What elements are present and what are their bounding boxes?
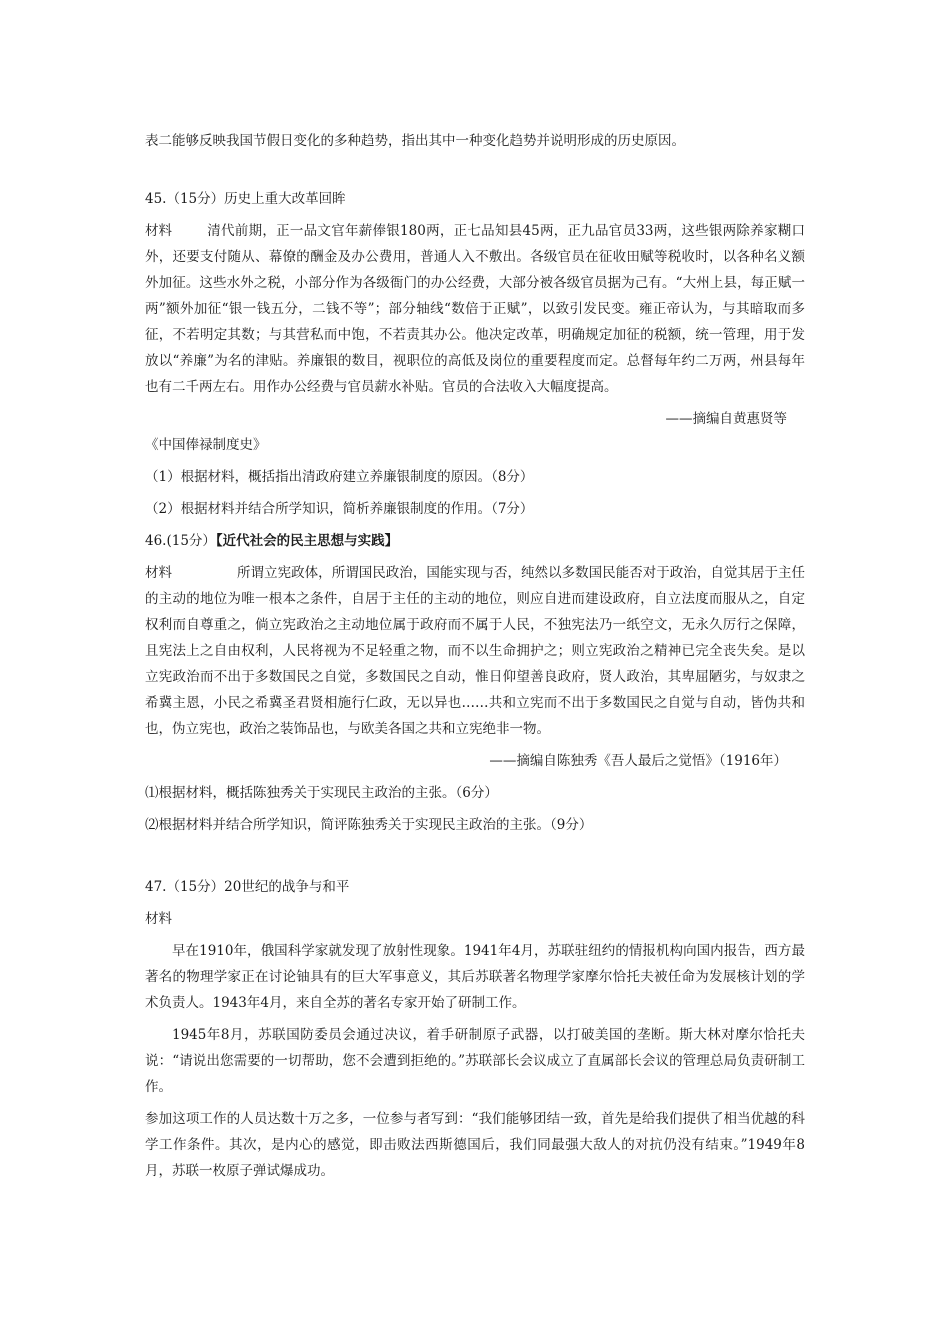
q46-material-label: 材料 xyxy=(145,565,172,581)
q46-heading-number: 46.(15分） xyxy=(145,533,216,549)
q45-material-label: 材料 xyxy=(145,223,172,239)
q46-subquestion-2: ⑵根据材料并结合所学知识，简评陈独秀关于实现民主政治的主张。（9分） xyxy=(145,817,593,833)
question-45 xyxy=(145,186,805,522)
q46-heading-title: 【近代社会的民主思想与实践】 xyxy=(215,533,399,549)
q47-paragraph-1: 早在1910年，俄国科学家就发现了放射性现象。1941年4月，苏联驻纽约的情报机构向国内报告，西方最著名的物理学家正在讨论铀具有的巨大军事意义，其后苏联著名物理学家摩尔恰托夫被任命为发展核计划的学术负责人。1943年4月，来自全苏的著名专家开始了研制工作。 xyxy=(145,943,805,1011)
q46-material-text: 所谓立宪政体，所谓国民政治，国能实现与否，纯然以多数国民能否对于政治，自觉其居于主任的主动的地位为唯一根本之条件，自居于主任的主动的地位，则应自进而建设政府，自立法度而服从之，自定权利而自尊重之，倘立宪政治之主动地位属于政府而不属于人民，不独宪法乃一纸空文，无永久厉行之保障，且宪法上之自由权利，人民将视为不足轻重之物，而不以生命拥护之；则立宪政治之精神已完全丧失矣。是以立宪政治而不出于多数国民之自觉，多数国民之自动，惟日仰望善良政府，贤人政治，其卑屈陋劣，与奴隶之希冀主恩，小民之希冀圣君贤相施行仁政，无以异也……共和立宪而不出于多数国民之自觉与自动，皆伪共和也，伪立宪也，政治之装饰品也，与欧美各国之共和立宪绝非一物。 xyxy=(145,565,805,737)
q46-heading xyxy=(145,528,805,554)
q47-paragraph-3: 参加这项工作的人员达数十万之多，一位参与者写到：“我们能够团结一致，首先是给我们提供了相当优越的科学工作条件。其次，是内心的感觉，即击败法西斯德国后，我们同最强大敌人的对抗仍没有结束。”1949年8月，苏联一枚原子弹试爆成功。 xyxy=(145,1111,805,1179)
q45-subquestion-2: （2）根据材料并结合所学知识，简析养廉银制度的作用。（7分） xyxy=(145,501,534,517)
q46-material xyxy=(145,560,805,742)
q45-subquestion-1: （1）根据材料，概括指出清政府建立养廉银制度的原因。（8分） xyxy=(145,469,534,485)
q45-source-line1: ——摘编自黄惠贤等 xyxy=(665,411,787,427)
question-46 xyxy=(145,528,805,838)
q45-material-text: 清代前期，正一品文官年薪俸银180两，正七品知县45两，正九品官员33两，这些银两除养家糊口外，还要支付随从、幕僚的酬金及办公费用，普通人入不敷出。各级官员在征收田赋等税收时，以各种名义额外加征。这些水外之税，小部分作为各级衙门的办公经费，大部分被各级官员据为己有。“大州上县，每正赋一两”额外加征“银一钱五分，二钱不等”；部分轴线“数倍于正赋”，以致引发民变。雍正帝认为，与其暗取而多征，不若明定其数；与其营私而中饱，不若责其办公。他决定改革，明确规定加征的税额，统一管理，用于发放以“养廉”为名的津贴。养廉银的数目，视职位的高低及岗位的重要程度而定。总督每年约二万两，州县每年也有二千两左右。用作办公经费与官员薪水补贴。官员的合法收入大幅度提高。 xyxy=(145,223,805,395)
q46-subquestion-1: ⑴根据材料，概括陈独秀关于实现民主政治的主张。（6分） xyxy=(145,785,498,801)
q46-source: ——摘编自陈独秀《吾人最后之觉悟》（1916年） xyxy=(489,753,787,769)
page-content xyxy=(145,128,805,1184)
q45-source-line2: 《中国俸禄制度史》 xyxy=(145,437,267,453)
q45-material xyxy=(145,218,805,400)
q47-heading: 47.（15分）20世纪的战争与和平 xyxy=(145,879,350,895)
q45-heading: 45.（15分）历史上重大改革回眸 xyxy=(145,191,346,207)
q47-material-label: 材料 xyxy=(145,911,172,927)
q47-paragraph-2: 1945年8月，苏联国防委员会通过决议，着手研制原子武器，以打破美国的垄断。斯大林对摩尔恰托夫说：“请说出您需要的一切帮助，您不会遭到拒绝的。”苏联部长会议成立了直属部长会议的管理总局负责研制工作。 xyxy=(145,1027,805,1095)
intro-question: 表二能够反映我国节假日变化的多种趋势，指出其中一种变化趋势并说明形成的历史原因。 xyxy=(145,133,685,149)
question-47 xyxy=(145,874,805,1184)
